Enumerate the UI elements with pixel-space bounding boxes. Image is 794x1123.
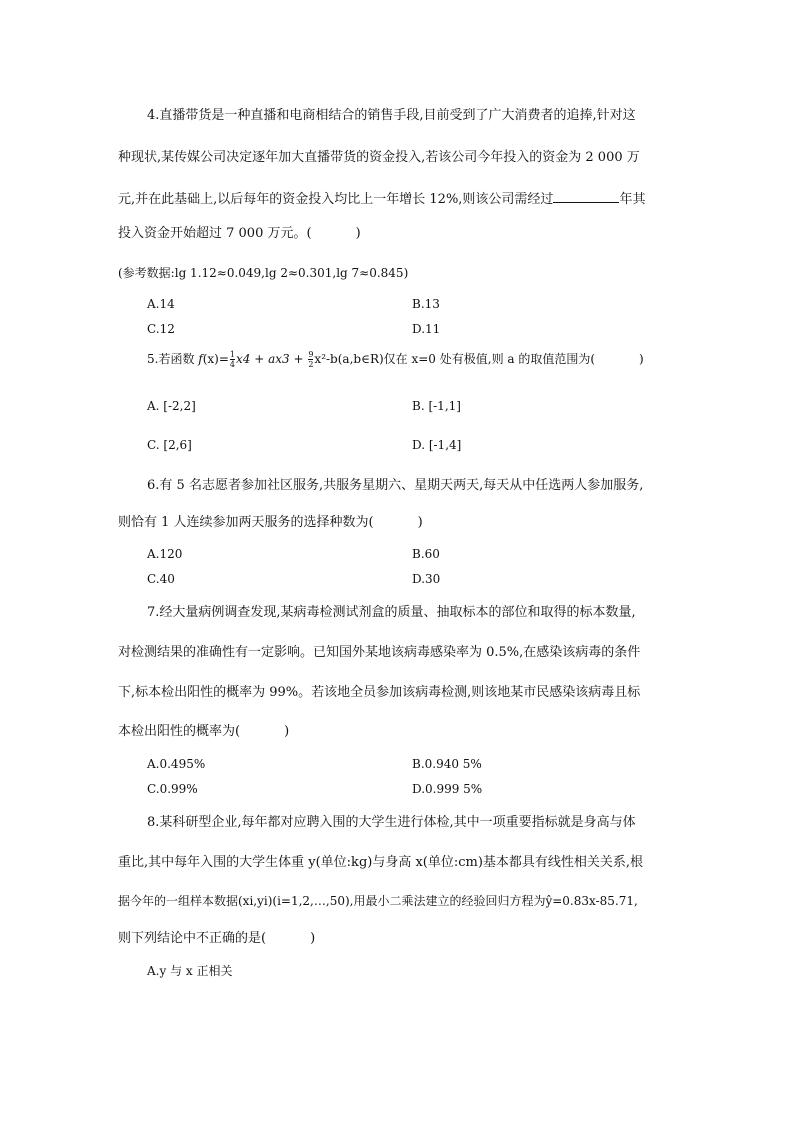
q6-option-d: D.30	[412, 572, 441, 586]
q5-close-paren: )	[639, 352, 644, 366]
q4-line-3-tail: 年其	[619, 192, 646, 207]
q5-prefix: 5.若函数	[147, 352, 199, 366]
q8-line-2: 重比,其中每年入围的大学生体重 y(单位:kg)与身高 x(单位:cm)基本都具有线性相关关系,根	[118, 855, 644, 870]
q7-line-3: 下,标本检出阳性的概率为 99%。若该地全员参加该病毒检测,则该地某市民感染该病毒且标	[118, 685, 641, 700]
q6-option-b: B.60	[412, 547, 440, 561]
q5-option-b: B. [-1,1]	[412, 399, 461, 413]
q7-line-4	[118, 724, 289, 740]
q7-line-2: 对检测结果的准确性有一定影响。已知国外某地该病毒感染率为 0.5%,在感染该病毒的条件	[118, 645, 641, 660]
q7-close-paren: )	[284, 724, 290, 739]
q5-option-c: C. [2,6]	[147, 438, 192, 452]
q7-option-b: B.0.940 5%	[412, 757, 482, 771]
q5-fraction-1-num: 1	[229, 350, 235, 359]
q4-option-c: C.12	[147, 322, 175, 336]
q4-line-4	[118, 226, 361, 242]
q6-option-a: A.120	[147, 547, 183, 561]
q8-line-1: 8.某科研型企业,每年都对应聘入围的大学生进行体检,其中一项重要指标就是身高与体	[147, 815, 636, 830]
answer-blank	[553, 190, 619, 203]
q4-option-a: A.14	[147, 297, 175, 311]
q5-function-arg: (x)=	[202, 352, 229, 366]
q8-line-4	[118, 931, 315, 947]
q7-line-1: 7.经大量病例调查发现,某病毒检测试剂盒的质量、抽取标本的部位和取得的标本数量,	[147, 605, 636, 620]
q7-option-c: C.0.99%	[147, 782, 198, 796]
q5-fraction-2	[308, 350, 313, 369]
q4-line-3-text: 元,并在此基础上,以后每年的资金投入均比上一年增长 12%,则该公司需经过	[118, 192, 554, 207]
q8-line-3: 据今年的一组样本数据(xi,yi)(i=1,2,…,50),用最小二乘法建立的经验回归方程为ŷ=0.83x-85.71,	[118, 894, 638, 908]
q5-option-a: A. [-2,2]	[147, 399, 196, 413]
q8-option-a: A.y 与 x 正相关	[147, 964, 233, 978]
q4-line-3	[118, 190, 645, 208]
q4-line-4-text: 投入资金开始超过 7 000 万元。(	[118, 226, 312, 241]
q7-option-a: A.0.495%	[147, 757, 206, 771]
q4-line-2: 种现状,某传媒公司决定逐年加大直播带货的资金投入,若该公司今年投入的资金为 2 000 万	[118, 150, 640, 165]
q4-option-b: B.13	[412, 297, 440, 311]
q5-function-name: f	[198, 352, 203, 366]
q6-line-2-text: 则恰有 1 人连续参加两天服务的选择种数为(	[118, 515, 374, 530]
q5-stem	[147, 350, 644, 369]
q5-fraction-2-num: 9	[308, 350, 314, 359]
q5-fraction-2-den: 2	[308, 360, 314, 369]
q5-option-d: D. [-1,4]	[412, 438, 462, 452]
q6-line-2	[118, 515, 423, 531]
q6-close-paren: )	[417, 515, 423, 530]
q4-line-1: 4.直播带货是一种直播和电商相结合的销售手段,目前受到了广大消费者的追捧,针对这	[147, 108, 636, 123]
q5-fraction-1	[230, 350, 235, 369]
q5-fraction-1-den: 4	[229, 360, 235, 369]
q5-term-1: x4 + ax3 +	[236, 352, 308, 366]
q5-term-2: x²-b(a,b∈R)仅在 x=0 处有极值,则 a 的取值范围为(	[314, 352, 596, 366]
q4-option-d: D.11	[412, 322, 441, 336]
q6-line-1: 6.有 5 名志愿者参加社区服务,共服务星期六、星期天两天,每天从中任选两人参加服务,	[147, 478, 644, 493]
q7-option-d: D.0.999 5%	[412, 782, 483, 796]
q8-close-paren: )	[310, 931, 316, 946]
q8-line-4-text: 则下列结论中不正确的是(	[118, 931, 267, 946]
q4-reference-data: (参考数据:lg 1.12≈0.049,lg 2≈0.301,lg 7≈0.845)	[118, 266, 409, 280]
q4-close-paren: )	[355, 226, 361, 241]
q7-line-4-text: 本检出阳性的概率为(	[118, 724, 241, 739]
q6-option-c: C.40	[147, 572, 175, 586]
